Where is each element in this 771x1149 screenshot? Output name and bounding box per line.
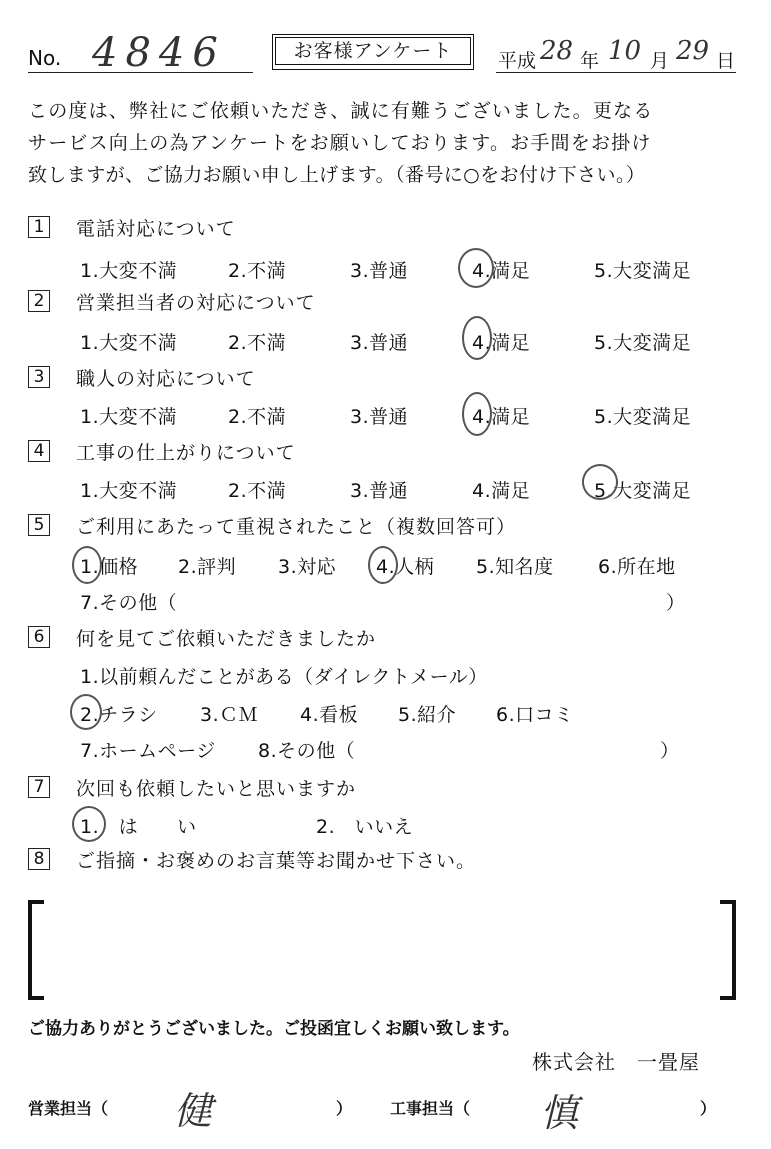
q2-option-2[interactable]: 2.不満 [228,332,287,354]
q6-option-8[interactable]: 8.その他（ [258,740,356,762]
comment-box-left-bracket [28,900,44,1000]
question-7 [28,774,356,800]
q1-option-5[interactable]: 5.大変満足 [594,260,692,282]
sales-rep-label: 営業担当（ [28,1099,109,1118]
question-6 [28,624,376,650]
q4-option-3[interactable]: 3.普通 [350,480,409,502]
q5-option-7[interactable]: 7.その他（ [80,592,178,614]
q4-option-2[interactable]: 2.不満 [228,480,287,502]
q2-option-1[interactable]: 1.大変不満 [80,332,178,354]
q6-option-3[interactable]: 3.ＣＭ [200,704,259,726]
q7-option-no[interactable]: 2. いいえ [316,816,414,838]
q4-option-4[interactable]: 4.満足 [472,480,531,502]
question-number: 3 [28,366,50,388]
q5-option-4[interactable]: 4.人柄 [376,556,435,578]
date-era-label: 平成 [498,50,537,72]
number-label: No. [28,46,62,70]
question-number: 7 [28,776,50,798]
q1-option-3[interactable]: 3.普通 [350,260,409,282]
question-text: 営業担当者の対応について [76,291,316,314]
q4-option-1[interactable]: 1.大変不満 [80,480,178,502]
q5-option-6[interactable]: 6.所在地 [598,556,676,578]
question-3 [28,364,256,390]
q5-option-3[interactable]: 3.対応 [278,556,337,578]
company-name: 株式会社 一畳屋 [532,1050,700,1074]
sales-rep-signature: 健 [174,1089,213,1133]
q2-option-3[interactable]: 3.普通 [350,332,409,354]
date-year-value: 28 [540,36,574,66]
q5-option-2[interactable]: 2.評判 [178,556,237,578]
number-value: 4846 [92,30,226,76]
q2-option-4[interactable]: 4.満足 [472,332,531,354]
q1-option-4[interactable]: 4.満足 [472,260,531,282]
form-title: お客様アンケート [275,37,471,65]
question-text: ご利用にあたって重視されたこと（複数回答可） [76,515,517,538]
date-month-value: 10 [608,36,642,66]
q3-option-2[interactable]: 2.不満 [228,406,287,428]
question-text: 次回も依頼したいと思いますか [76,777,357,800]
q3-option-1[interactable]: 1.大変不満 [80,406,178,428]
q1-option-1[interactable]: 1.大変不満 [80,260,178,282]
q2-option-5[interactable]: 5.大変満足 [594,332,692,354]
q6-option-2[interactable]: 2.チラシ [80,704,158,726]
intro-line-2: サービス向上の為アンケートをお願いしております。お手間をお掛け [28,132,652,154]
question-8 [28,846,476,872]
intro-line-3: 致しますが、ご協力お願い申し上げます。（番号に○をお付け下さい。） [28,164,646,186]
question-number: 8 [28,848,50,870]
q1-option-2[interactable]: 2.不満 [228,260,287,282]
question-text: 電話対応について [76,217,236,240]
question-number: 2 [28,290,50,312]
question-text: 何を見てご依頼いただきましたか [76,627,377,650]
question-2 [28,288,316,314]
q6-option-4[interactable]: 4.看板 [300,704,359,726]
construction-rep-close: ） [700,1099,717,1118]
question-number: 5 [28,514,50,536]
question-5 [28,512,516,538]
construction-rep-signature: 慎 [540,1091,579,1135]
sales-rep-close: ） [336,1099,353,1118]
q6-close-paren: ） [660,740,680,762]
q3-option-3[interactable]: 3.普通 [350,406,409,428]
q6-option-1[interactable]: 1.以前頼んだことがある（ダイレクトメール） [80,666,488,688]
question-1 [28,214,236,240]
q5-close-paren: ） [666,592,686,614]
question-number: 6 [28,626,50,648]
comment-box-right-bracket [720,900,736,1000]
q3-option-5[interactable]: 5.大変満足 [594,406,692,428]
date-day-label: 日 [716,50,736,72]
question-text: ご指摘・お褒めのお言葉等お聞かせ下さい。 [76,849,477,872]
thanks-message: ご協力ありがとうございました。ご投函宜しくお願い致します。 [28,1019,520,1039]
intro-line-1: この度は、弊社にご依頼いただき、誠に有難うございました。更なる [28,100,654,122]
question-text: 工事の仕上がりについて [76,441,296,464]
q6-option-6[interactable]: 6.口コミ [496,704,574,726]
q5-option-5[interactable]: 5.知名度 [476,556,554,578]
question-number: 4 [28,440,50,462]
question-number: 1 [28,216,50,238]
construction-rep-label: 工事担当（ [390,1099,471,1118]
form-title-box [272,34,474,70]
q6-option-7[interactable]: 7.ホームページ [80,740,216,762]
q6-option-5[interactable]: 5.紹介 [398,704,457,726]
question-text: 職人の対応について [76,367,256,390]
date-month-label: 月 [650,50,670,72]
q5-option-1[interactable]: 1.価格 [80,556,139,578]
q4-option-5[interactable]: 5.大変満足 [594,480,692,502]
q3-option-4[interactable]: 4.満足 [472,406,531,428]
question-4 [28,438,296,464]
date-day-value: 29 [676,36,710,66]
q7-option-yes[interactable]: 1. は い [80,816,197,838]
date-year-label: 年 [580,50,600,72]
